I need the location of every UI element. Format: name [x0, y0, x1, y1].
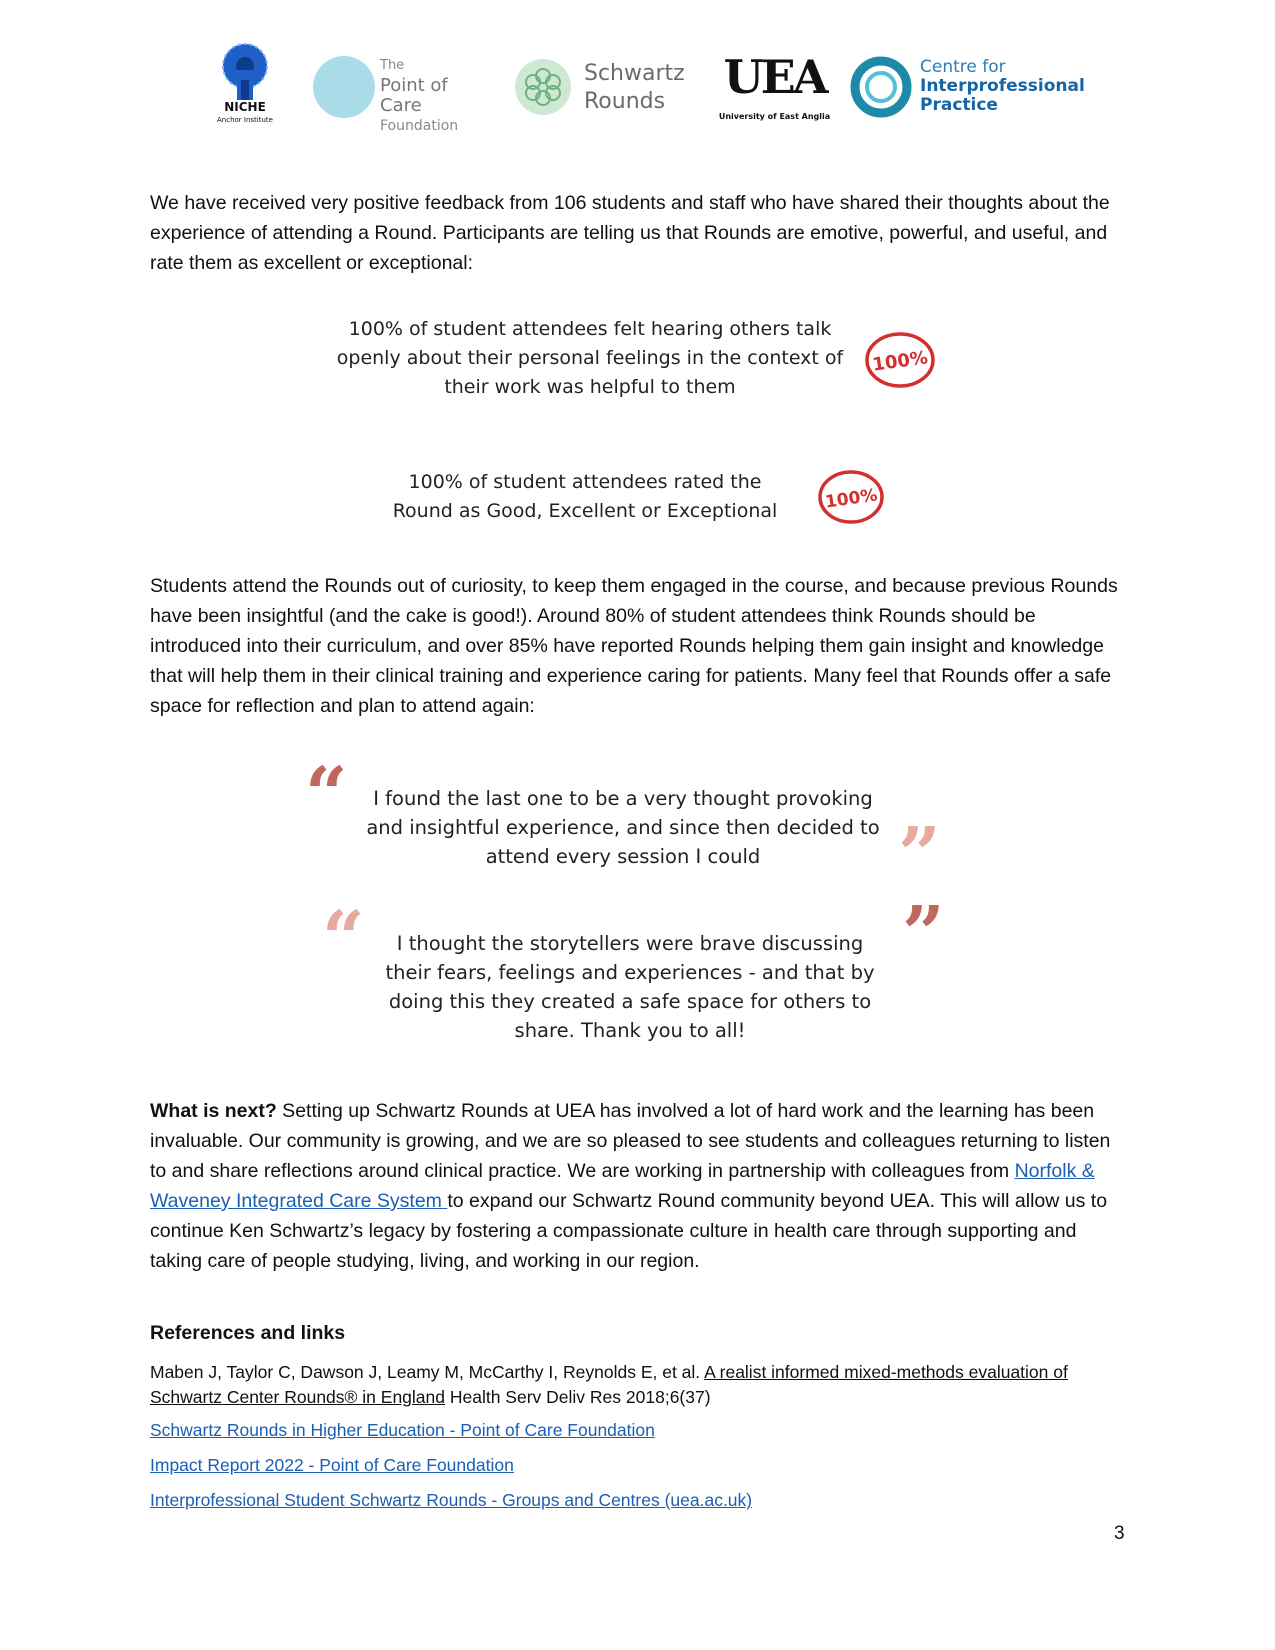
quote-2-text: I thought the storytellers were brave discussing their fears, feelings and experiences - and that by doing this they created a safe space for others to share. Thank you to all!: [385, 932, 875, 1042]
cip-ring-icon: [850, 56, 912, 118]
stamp-100-icon: [815, 468, 887, 526]
niche-logo: [210, 40, 280, 135]
intro-paragraph: We have received very positive feedback from 106 students and staff who have shared their thoughts about the experience of attending a Round. Participants are telling us that Rounds are emotive, powerful, and useful, and rate them as excellent or exceptional:: [150, 192, 1110, 274]
references-heading: References and links: [150, 1322, 346, 1344]
cip-logo: [850, 40, 1085, 135]
cip-line1: Centre for: [920, 57, 1006, 77]
point-of-care-logo: [312, 40, 492, 135]
page-number: 3: [1114, 1523, 1125, 1544]
stamp-100-icon: [862, 330, 938, 390]
schwartz-line1: Schwartz: [584, 61, 685, 86]
quote-2-open-mark: “: [322, 896, 365, 982]
what-next-paragraph: [150, 1096, 1130, 1276]
what-next-text-2: to expand our Schwartz Round community beyond UEA. This will allow us to continue Ken Schwartz’s legacy by fostering a compassionate culture in health care through supporting and taking care of people studying, living, and working in our region.: [150, 1190, 1108, 1272]
stat-1-badge-label: 100%: [871, 347, 930, 376]
logo-row: [0, 40, 1275, 135]
reference-1-source: Health Serv Deliv Res 2018;6(37): [445, 1387, 711, 1407]
poc-line2: Point of Care: [380, 75, 448, 116]
link-schwartz-higher-education[interactable]: Schwartz Rounds in Higher Education - Point of Care Foundation: [150, 1420, 655, 1440]
reference-1: [150, 1360, 1130, 1410]
cip-line2: Interprofessional: [920, 76, 1085, 96]
uea-logo: [717, 40, 832, 135]
schwartz-flower-icon: [514, 58, 572, 116]
quote-2-close-mark: ”: [902, 891, 945, 977]
quote-1-text: I found the last one to be a very thought provoking and insightful experience, and since then decided to attend every session I could: [366, 787, 880, 868]
link-impact-report-2022[interactable]: Impact Report 2022 - Point of Care Foundation: [150, 1455, 514, 1475]
schwartz-line2: Rounds: [584, 89, 666, 114]
poc-line1: The: [380, 58, 405, 73]
poc-line3: Foundation: [380, 118, 459, 134]
stat-2-badge: [815, 468, 887, 531]
cip-line3: Practice: [920, 95, 998, 115]
stat-1-text: 100% of student attendees felt hearing others talk openly about their personal feelings in the context of their work was helpful to them: [336, 318, 844, 398]
uea-caption: University of East Anglia: [718, 112, 831, 121]
what-next-heading: What is next?: [150, 1100, 277, 1122]
quote-1-open-mark: “: [305, 752, 348, 838]
link-uea-interprofessional-rounds[interactable]: Interprofessional Student Schwartz Rounds - Groups and Centres (uea.ac.uk): [150, 1490, 753, 1510]
stat-2-text: 100% of student attendees rated the Round as Good, Excellent or Exceptional: [392, 471, 778, 522]
students-paragraph: Students attend the Rounds out of curiosity, to keep them engaged in the course, and because previous Rounds have been insightful (and the cake is good!). Around 80% of student attendees think Rounds should be introduced into their curriculum, and over 85% have reported Rounds helping them gain insight and knowledge that will help them in their clinical training and experience caring for patients. Many feel that Rounds offer a safe space for reflection and plan to attend again:: [150, 575, 1118, 717]
stat-1-badge: [862, 330, 938, 395]
reference-1-title-link[interactable]: A realist informed mixed-methods evaluation of Schwartz Center Rounds® in England: [150, 1362, 1068, 1407]
niche-title: NICHE: [224, 100, 266, 114]
uea-mark: UEA: [723, 50, 826, 104]
schwartz-rounds-logo: [514, 40, 689, 135]
stat-2-badge-label: 100%: [823, 485, 879, 513]
reference-1-authors: Maben J, Taylor C, Dawson J, Leamy M, McCarthy I, Reynolds E, et al.: [150, 1362, 705, 1382]
quote-1-close-mark: ”: [898, 812, 941, 898]
what-next-text-1: Setting up Schwartz Rounds at UEA has involved a lot of hard work and the learning has been invaluable. Our community is growing, and we are so pleased to see students and colleagues returning to listen to and share reflections around clinical practice. We are working in partnership with colleagues from: [150, 1100, 1111, 1182]
poc-circle-icon: [312, 55, 376, 119]
niche-subtitle: Anchor Institute: [217, 116, 273, 124]
norfolk-waveney-link[interactable]: Norfolk & Waveney Integrated Care System: [150, 1160, 1095, 1212]
